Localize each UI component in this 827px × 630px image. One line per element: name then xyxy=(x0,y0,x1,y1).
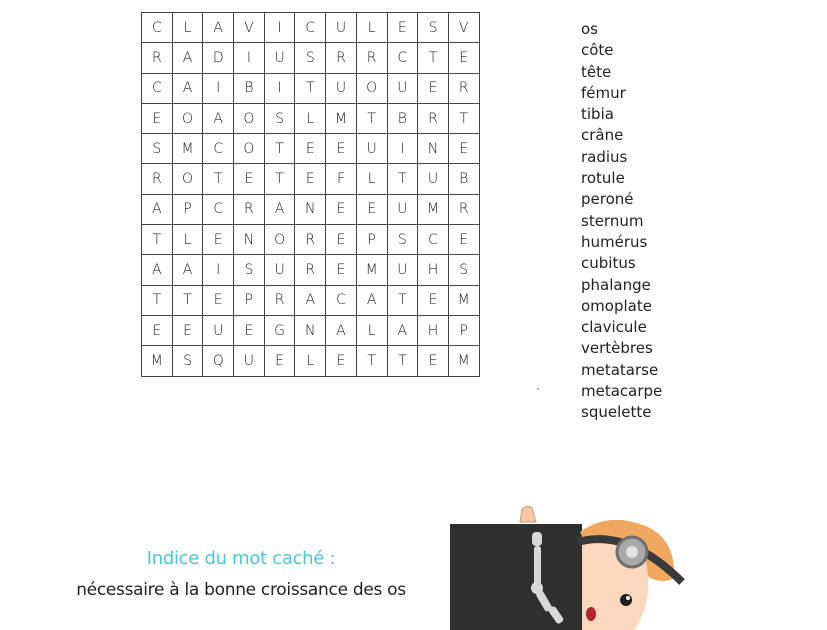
grid-cell: E xyxy=(326,255,357,285)
grid-cell: I xyxy=(203,73,234,103)
grid-cell: E xyxy=(448,134,479,164)
grid-cell: L xyxy=(356,13,387,43)
grid-cell: C xyxy=(418,225,449,255)
word-list-item: peroné xyxy=(581,190,634,209)
grid-cell: T xyxy=(387,346,418,376)
grid-cell: N xyxy=(234,225,265,255)
word-search-grid xyxy=(141,12,480,377)
grid-cell: E xyxy=(234,315,265,345)
grid-cell: E xyxy=(203,225,234,255)
grid-cell: E xyxy=(418,285,449,315)
grid-cell: U xyxy=(234,346,265,376)
word-list-item: os xyxy=(581,20,598,38)
grid-cell: B xyxy=(387,103,418,133)
grid-cell: A xyxy=(356,285,387,315)
word-list-item: vertèbres xyxy=(581,339,653,358)
word-list-item: cubitus xyxy=(581,254,636,273)
grid-cell: E xyxy=(203,285,234,315)
word-list-item: rotule xyxy=(581,169,625,188)
grid-row xyxy=(142,315,480,345)
grid-cell: O xyxy=(234,134,265,164)
grid-cell: A xyxy=(142,255,173,285)
grid-cell: G xyxy=(264,315,295,345)
grid-cell: T xyxy=(203,164,234,194)
grid-cell: S xyxy=(234,255,265,285)
grid-cell: S xyxy=(418,13,449,43)
grid-cell: I xyxy=(264,73,295,103)
grid-cell: T xyxy=(448,103,479,133)
grid-cell: S xyxy=(295,43,326,73)
grid-cell: M xyxy=(448,285,479,315)
grid-cell: E xyxy=(387,13,418,43)
word-list-item: tibia xyxy=(581,105,614,124)
word-list-item: squelette xyxy=(581,403,652,422)
word-list-item: metatarse xyxy=(581,360,659,379)
grid-cell: M xyxy=(356,255,387,285)
grid-cell: C xyxy=(326,285,357,315)
grid-cell: N xyxy=(295,194,326,224)
grid-cell: O xyxy=(172,103,203,133)
grid-cell: U xyxy=(203,315,234,345)
grid-cell: E xyxy=(295,164,326,194)
grid-cell: C xyxy=(203,194,234,224)
grid-cell: O xyxy=(356,73,387,103)
grid-cell: A xyxy=(172,73,203,103)
word-list-item: sternum xyxy=(581,211,644,230)
grid-cell: I xyxy=(264,13,295,43)
grid-cell: L xyxy=(295,103,326,133)
grid-cell: C xyxy=(295,13,326,43)
grid-cell: V xyxy=(448,13,479,43)
grid-cell: E xyxy=(326,134,357,164)
grid-cell: T xyxy=(172,285,203,315)
grid-cell: R xyxy=(448,194,479,224)
word-list-item: côte xyxy=(581,41,614,60)
grid-cell: S xyxy=(264,103,295,133)
word-list-item: metacarpe xyxy=(581,382,663,401)
grid-cell: L xyxy=(356,315,387,345)
grid-row xyxy=(142,255,480,285)
grid-cell: C xyxy=(203,134,234,164)
grid-cell: T xyxy=(418,43,449,73)
grid-cell: S xyxy=(142,134,173,164)
grid-cell: E xyxy=(142,103,173,133)
word-list-item: radius xyxy=(581,147,628,166)
grid-cell: C xyxy=(142,73,173,103)
grid-cell: E xyxy=(142,315,173,345)
grid-cell: H xyxy=(418,255,449,285)
grid-cell: E xyxy=(418,346,449,376)
grid-cell: U xyxy=(264,255,295,285)
grid-cell: D xyxy=(203,43,234,73)
grid-cell: E xyxy=(172,315,203,345)
grid-cell: U xyxy=(326,73,357,103)
grid-cell: R xyxy=(356,43,387,73)
grid-row xyxy=(142,73,480,103)
grid-row xyxy=(142,43,480,73)
word-list-item: clavicule xyxy=(581,318,647,337)
grid-row xyxy=(142,164,480,194)
grid-cell: R xyxy=(448,73,479,103)
grid-cell: A xyxy=(142,194,173,224)
grid-cell: V xyxy=(234,13,265,43)
grid-cell: T xyxy=(295,73,326,103)
grid-cell: O xyxy=(172,164,203,194)
grid-cell: E xyxy=(326,194,357,224)
grid-cell: L xyxy=(172,13,203,43)
hint-text: nécessaire à la bonne croissance des os xyxy=(76,580,406,600)
grid-cell: P xyxy=(356,225,387,255)
grid-row xyxy=(142,346,480,376)
word-list-item: fémur xyxy=(581,83,626,102)
grid-cell: I xyxy=(234,43,265,73)
grid-cell: L xyxy=(295,346,326,376)
grid-cell: E xyxy=(234,164,265,194)
grid-cell: A xyxy=(172,255,203,285)
grid-cell: T xyxy=(387,164,418,194)
grid-cell: P xyxy=(448,315,479,345)
grid-cell: T xyxy=(264,164,295,194)
grid-cell: T xyxy=(387,285,418,315)
grid-cell: R xyxy=(295,255,326,285)
word-list-item: tête xyxy=(581,62,612,81)
grid-row xyxy=(142,13,480,43)
grid-cell: A xyxy=(264,194,295,224)
grid-cell: F xyxy=(326,164,357,194)
hint-title: Indice du mot caché : xyxy=(146,548,336,569)
grid-cell: U xyxy=(264,43,295,73)
grid-cell: R xyxy=(142,43,173,73)
grid-row xyxy=(142,134,480,164)
grid-cell: I xyxy=(203,255,234,285)
grid-cell: S xyxy=(172,346,203,376)
grid-cell: U xyxy=(387,255,418,285)
grid-cell: U xyxy=(387,194,418,224)
grid-cell: T xyxy=(264,134,295,164)
grid-cell: E xyxy=(295,134,326,164)
grid-cell: U xyxy=(356,134,387,164)
word-list-item: omoplate xyxy=(581,296,652,315)
word-list-item: crâne xyxy=(581,126,624,145)
grid-cell: N xyxy=(295,315,326,345)
grid-cell: M xyxy=(448,346,479,376)
grid-cell: C xyxy=(387,43,418,73)
grid-cell: N xyxy=(418,134,449,164)
grid-cell: A xyxy=(203,13,234,43)
grid-cell: U xyxy=(326,13,357,43)
grid-row xyxy=(142,225,480,255)
grid-cell: R xyxy=(418,103,449,133)
grid-cell: R xyxy=(326,43,357,73)
grid-cell: T xyxy=(142,285,173,315)
grid-cell: L xyxy=(172,225,203,255)
grid-cell: P xyxy=(172,194,203,224)
grid-cell: U xyxy=(387,73,418,103)
word-list xyxy=(581,19,662,424)
grid-cell: A xyxy=(203,103,234,133)
grid-cell: P xyxy=(234,285,265,315)
stray-dot xyxy=(537,388,539,390)
grid-row xyxy=(142,194,480,224)
grid-cell: R xyxy=(295,225,326,255)
grid-cell: A xyxy=(387,315,418,345)
grid-cell: E xyxy=(326,346,357,376)
grid-cell: M xyxy=(172,134,203,164)
grid-cell: T xyxy=(356,346,387,376)
grid-cell: H xyxy=(418,315,449,345)
grid-cell: E xyxy=(326,225,357,255)
grid-cell: L xyxy=(356,164,387,194)
grid-cell: C xyxy=(142,13,173,43)
grid-cell: S xyxy=(387,225,418,255)
grid-cell: R xyxy=(142,164,173,194)
grid-cell: E xyxy=(448,43,479,73)
grid-cell: R xyxy=(234,194,265,224)
grid-cell: A xyxy=(172,43,203,73)
grid-cell: O xyxy=(234,103,265,133)
grid-cell: M xyxy=(326,103,357,133)
grid-cell: A xyxy=(326,315,357,345)
grid-cell: I xyxy=(387,134,418,164)
grid-cell: E xyxy=(356,194,387,224)
grid-cell: U xyxy=(418,164,449,194)
grid-cell: M xyxy=(418,194,449,224)
grid-cell: T xyxy=(356,103,387,133)
grid-cell: A xyxy=(295,285,326,315)
grid-row xyxy=(142,103,480,133)
grid-cell: R xyxy=(264,285,295,315)
grid-cell: S xyxy=(448,255,479,285)
grid-cell: E xyxy=(418,73,449,103)
grid-cell: E xyxy=(264,346,295,376)
grid-cell: Q xyxy=(203,346,234,376)
doctor-xray-illustration xyxy=(448,502,688,630)
grid-cell: M xyxy=(142,346,173,376)
word-list-item: humérus xyxy=(581,232,648,251)
grid-cell: T xyxy=(142,225,173,255)
grid-row xyxy=(142,285,480,315)
grid-cell: B xyxy=(234,73,265,103)
grid-cell: E xyxy=(448,225,479,255)
grid-cell: O xyxy=(264,225,295,255)
grid-cell: B xyxy=(448,164,479,194)
word-list-item: phalange xyxy=(581,275,651,294)
